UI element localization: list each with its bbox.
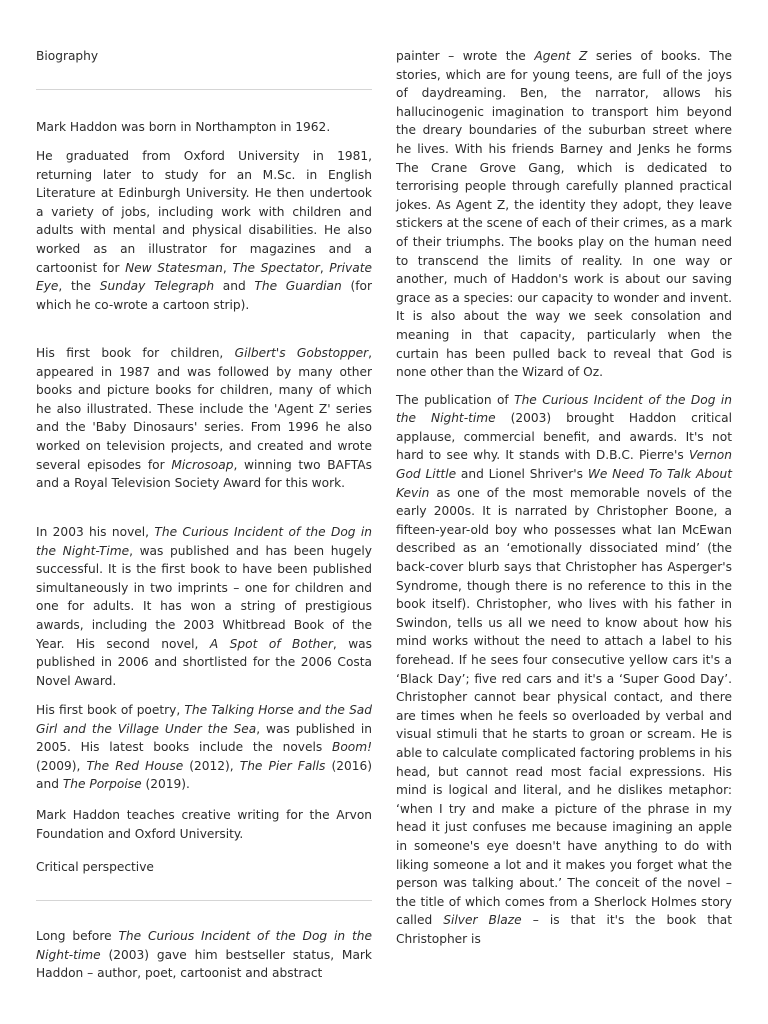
divider [36,89,372,90]
paragraph-publication: The publication of The Curious Incident of the Dog in the Night-time (2003) brought Haddon critical applause, commercial benefit, and awards. It's not hard to see why. It stands with D.B.C. Pierre's Vernon God Little and Lionel Shriver's We Need To Talk About Kevin as one of the most memorable novels of the early 2000s. It is narrated by Christopher Boone, a fifteen-year-old boy who possesses what Ian McEwan described as an ‘emotionally dissociated mind’ (the back-cover blurb says that Christopher has Asperger's Syndrome, though there is no reference to this in the book itself). Christopher, who lives with his father in Swindon, tells us all we need to know about how his mind works without the need to attach a label to his forehead. If he sees four consecutive yellow cars it's a ‘Black Day’; five red cars and it's a ‘Super Good Day’. Christopher cannot bear physical contact, and there are times when he feels so overloaded by verbal and visual stimuli that he starts to groan or scream. He is able to calculate complicated factoring problems in his head, but cannot read most facial expressions. His mind is logical and literal, and he dislikes metaphor: ‘when I try and make a picture of the phrase in my head it just confuses me because imagining an apple in someone's eye doesn't have anything to do with liking someone a lot and it makes you forget what the person was talking about.’ The conceit of the novel – the title of which comes from a Sherlock Holmes story called Silver Blaze – is that it's the book that Christopher is [396,392,732,946]
paragraph-long-before: Long before The Curious Incident of the Dog in the Night-time (2003) gave him bestseller status, Mark Haddon – author, poet, cartoonist and abstract [36,929,372,981]
critical-perspective-heading: Critical perspective [36,860,154,874]
biography-heading: Biography [36,49,99,63]
paragraph-first-book: His first book for children, Gilbert's Gobstopper, appeared in 1987 and was followed by many other books and picture books for children, many of which he also illustrated. These include the 'Agent Z' series and the 'Baby Dinosaurs' series. From 1996 he also worked on television projects, and created and wrote several episodes for Microsoap, winning two BAFTAs and a Royal Television Society Award for this work. [36,346,372,491]
paragraph-teaches: Mark Haddon teaches creative writing for the Arvon Foundation and Oxford University. [36,808,372,841]
paragraph-2003-novel: In 2003 his novel, The Curious Incident of the Dog in the Night-Time, was published and has been hugely successful. It is the first book to have been published simultaneously in two imprints – one for children and one for adults. It has won a string of prestigious awards, including the 2003 Whitbread Book of the Year. His second novel, A Spot of Bother, was published in 2006 and shortlisted for the 2006 Costa Novel Award. [36,525,372,688]
divider [36,900,372,901]
paragraph-poetry: His first book of poetry, The Talking Horse and the Sad Girl and the Village Under the Sea, was published in 2005. His latest books include the novels Boom! (2009), The Red House (2012), The Pier Falls (2016) and The Porpoise (2019). [36,703,373,792]
right-column [396,47,732,958]
paragraph-agent-z: painter – wrote the Agent Z series of books. The stories, which are for young teens, are full of the joys of daydreaming. Ben, the narrator, allows his hallucinogenic imagination to transport him beyond the dreary boundaries of the suburban street where he lives. With his friends Barney and Jenks he forms The Crane Grove Gang, which is dedicated to terrorising people through carefully planned practical jokes. As Agent Z, the identity they adopt, they leave stickers at the scene of each of their crimes, as a mark of their triumphs. The books play on the human need to transcend the limits of reality. In one way or another, much of Haddon's work is about our saving grace as a species: our capacity to wonder and invent. It is also about the way we seek consolation and meaning in that capacity, particularly when the curtain has been pulled back to reveal that God is none other than the Wizard of Oz. [396,49,733,380]
paragraph-graduated: He graduated from Oxford University in 1981, returning later to study for an M.Sc. in English Literature at Edinburgh University. He then undertook a variety of jobs, including work with children and adults with mental and physical disabilities. He also worked as an illustrator for magazines and a cartoonist for New Statesman, The Spectator, Private Eye, the Sunday Telegraph and The Guardian (for which he co-wrote a cartoon strip). [36,149,372,312]
paragraph-born: Mark Haddon was born in Northampton in 1962. [36,120,331,134]
